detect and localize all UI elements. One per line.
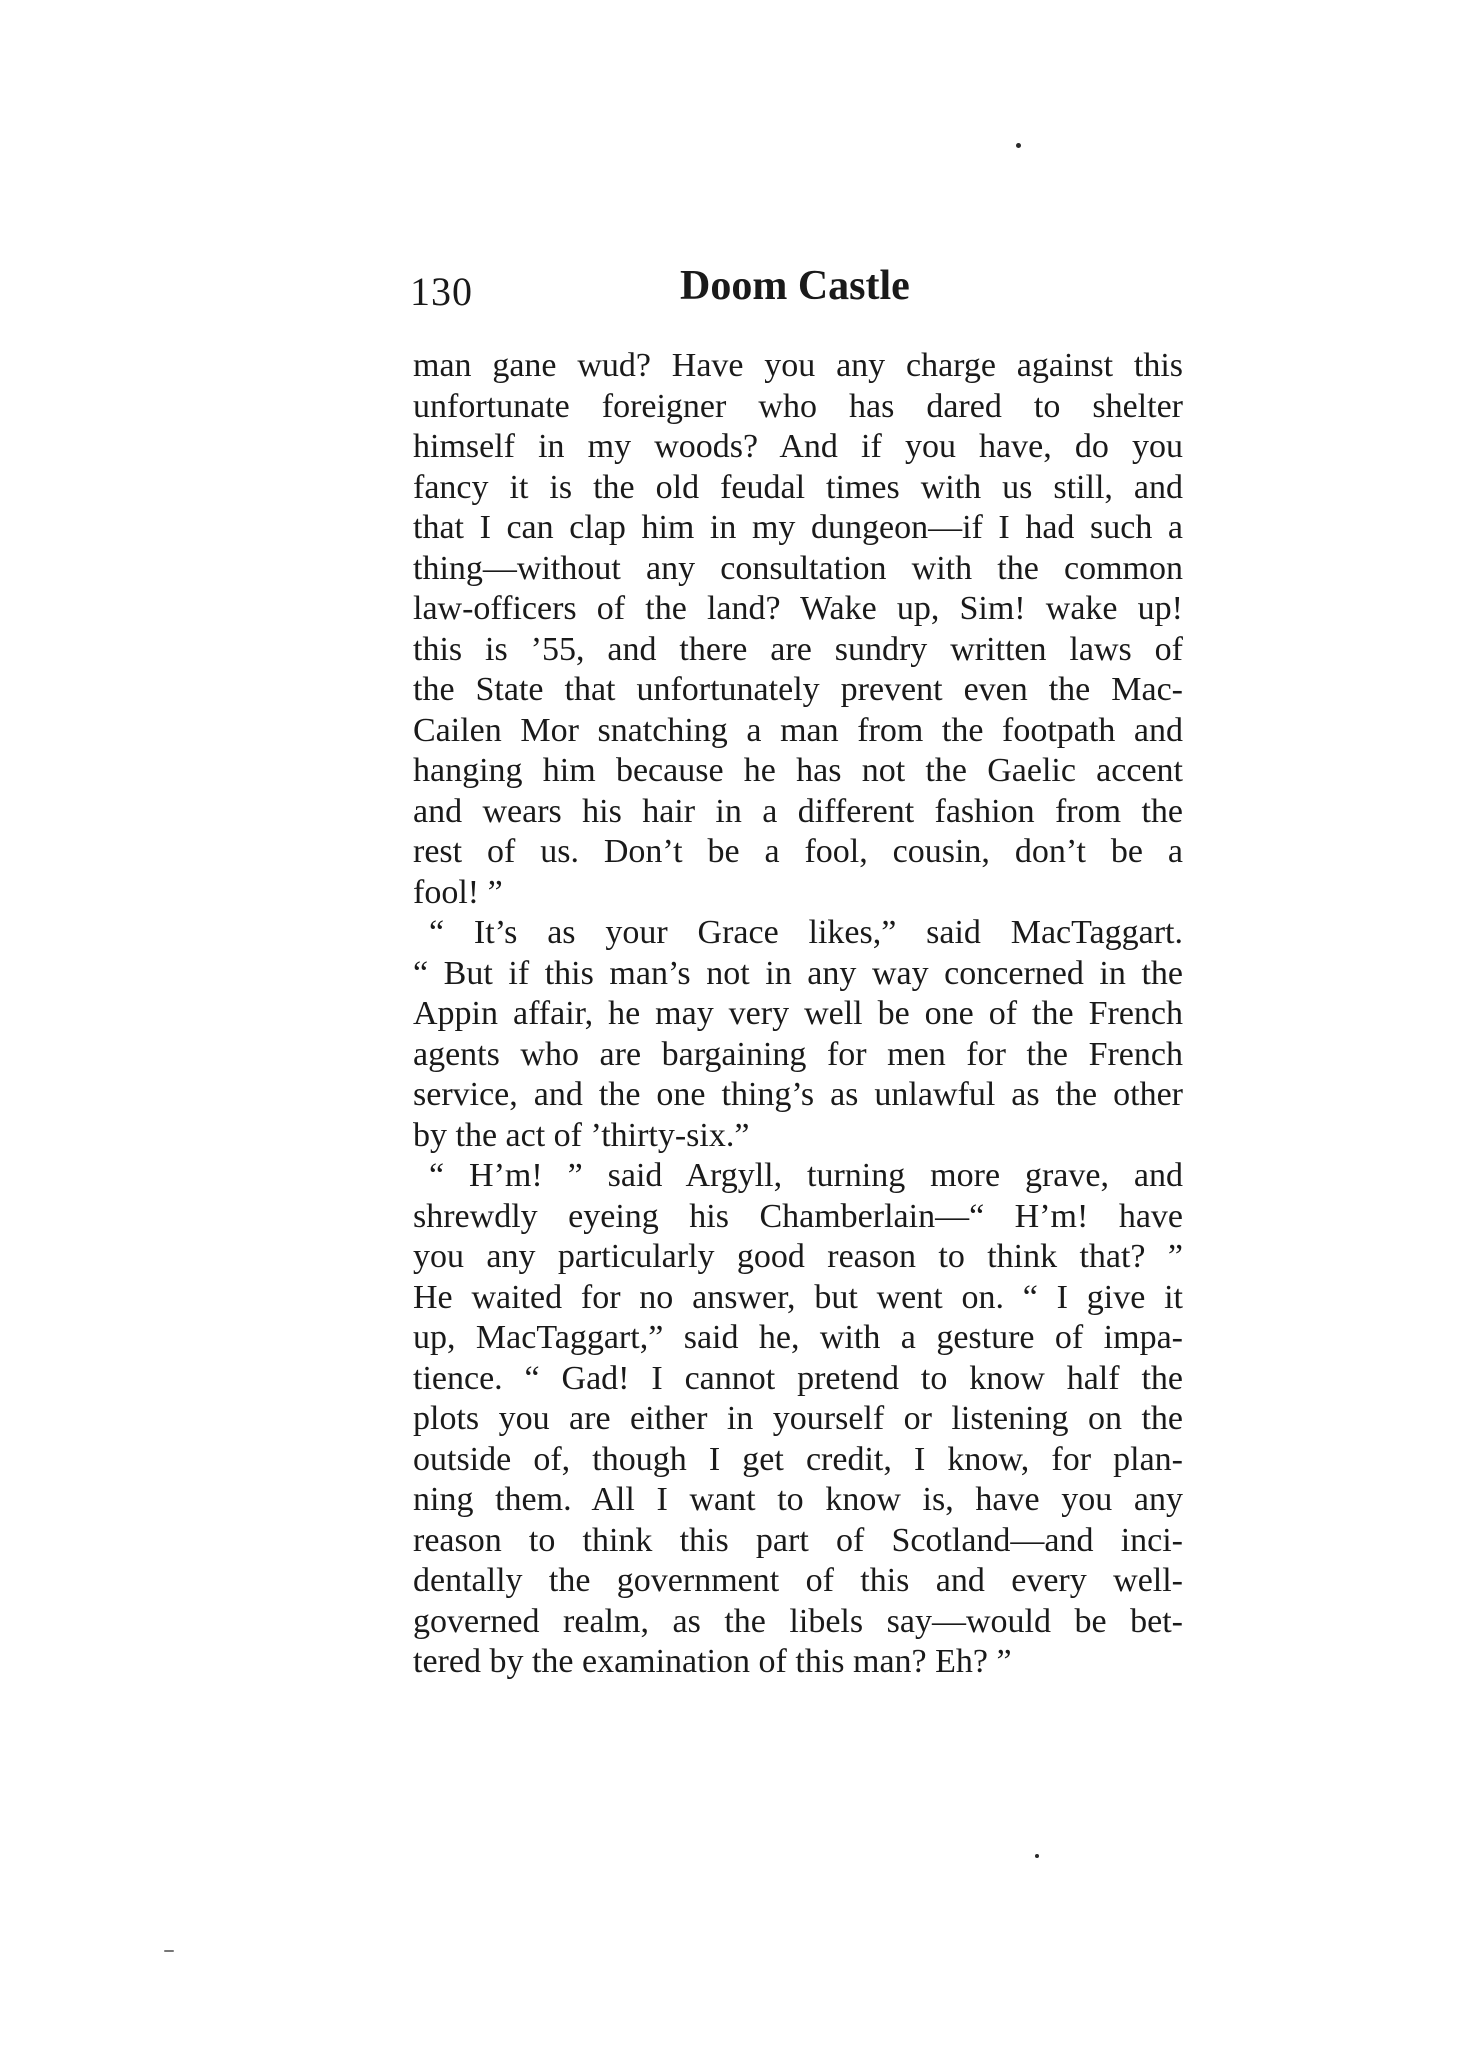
text-line: service, and the one thing’s as unlawful as the other: [413, 1076, 1183, 1113]
text-line: the State that unfortunately prevent even the Mac-: [413, 671, 1183, 708]
text-line: you any particularly good reason to think that? ”: [413, 1238, 1183, 1275]
text-line: rest of us. Don’t be a fool, cousin, don’t be a: [413, 833, 1183, 870]
text-line: himself in my woods? And if you have, do you: [413, 428, 1183, 465]
text-line: ning them. All I want to know is, have you any: [413, 1481, 1183, 1518]
ink-speck-top: [1016, 143, 1021, 148]
text-line: “ H’m! ” said Argyll, turning more grave, and: [429, 1157, 1183, 1194]
text-line: plots you are either in yourself or listening on the: [413, 1400, 1183, 1437]
text-line: reason to think this part of Scotland—and inci-: [413, 1521, 1183, 1559]
text-line: and wears his hair in a different fashion from the: [413, 792, 1183, 830]
ink-mark-left: [164, 1950, 174, 1952]
text-line: shrewdly eyeing his Chamberlain—“ H’m! have: [413, 1197, 1183, 1235]
text-line: “ It’s as your Grace likes,” said MacTaggart.: [429, 914, 1183, 951]
text-line: man gane wud? Have you any charge against this: [413, 347, 1183, 384]
text-line: thing—without any consultation with the common: [413, 549, 1183, 587]
body-text: [413, 346, 1183, 1683]
text-line: outside of, though I get credit, I know, for plan-: [413, 1440, 1183, 1478]
text-line: governed realm, as the libels say—would be bet-: [413, 1602, 1183, 1640]
text-line: up, MacTaggart,” said he, with a gesture of impa-: [413, 1319, 1183, 1356]
text-line: He waited for no answer, but went on. “ I give it: [413, 1278, 1183, 1316]
page-number: 130: [410, 269, 473, 314]
text-line: by the act of ’thirty-six.”: [413, 1116, 750, 1154]
text-line: unfortunate foreigner who has dared to shelter: [413, 387, 1183, 425]
text-line: that I can clap him in my dungeon—if I had such a: [413, 509, 1183, 546]
running-head: [410, 262, 1180, 312]
text-line: this is ’55, and there are sundry written laws of: [413, 630, 1183, 668]
text-line: Appin affair, he may very well be one of the French: [413, 995, 1183, 1032]
text-line: fool! ”: [413, 873, 503, 911]
running-title: Doom Castle: [680, 263, 910, 309]
text-line: law-officers of the land? Wake up, Sim! wake up!: [413, 590, 1183, 627]
text-line: hanging him because he has not the Gaelic accent: [413, 752, 1183, 789]
text-line: tered by the examination of this man? Eh? ”: [413, 1643, 1012, 1680]
ink-speck-bottom: [1035, 1854, 1039, 1858]
text-line: fancy it is the old feudal times with us still, and: [413, 468, 1183, 506]
text-line: tience. “ Gad! I cannot pretend to know half the: [413, 1359, 1183, 1397]
text-line: dentally the government of this and every well-: [413, 1562, 1183, 1599]
text-line: “ But if this man’s not in any way concerned in the: [413, 954, 1183, 992]
text-line: Cailen Mor snatching a man from the footpath and: [413, 711, 1183, 749]
text-line: agents who are bargaining for men for the French: [413, 1035, 1183, 1073]
